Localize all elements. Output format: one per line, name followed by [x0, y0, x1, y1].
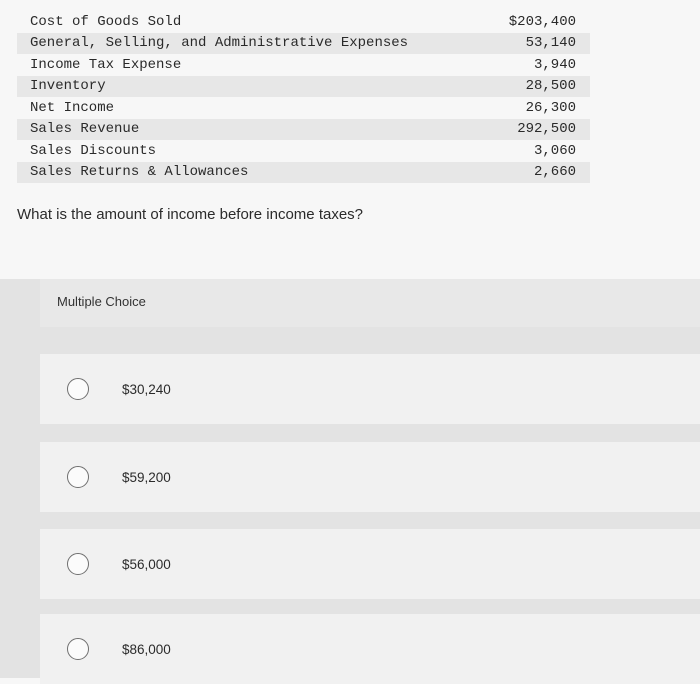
row-value: 2,660	[533, 164, 576, 181]
table-row	[17, 33, 590, 55]
choice-option[interactable]	[40, 529, 700, 599]
financial-data-table	[17, 11, 590, 183]
choice-option-label: $86,000	[122, 641, 171, 657]
choice-option[interactable]	[40, 614, 700, 684]
choice-option-label: $56,000	[122, 556, 171, 572]
table-row	[17, 162, 590, 184]
table-row	[17, 54, 590, 76]
radio-button-icon[interactable]	[67, 378, 89, 400]
row-label: Income Tax Expense	[30, 56, 182, 73]
radio-button-icon[interactable]	[67, 638, 89, 660]
choice-option-label: $30,240	[122, 381, 171, 397]
row-label: Cost of Goods Sold	[30, 13, 182, 30]
row-value: 292,500	[517, 121, 576, 138]
table-row	[17, 140, 590, 162]
choice-option[interactable]	[40, 354, 700, 424]
row-label: Inventory	[30, 78, 106, 95]
row-label: Sales Discounts	[30, 142, 157, 159]
row-value: 28,500	[525, 78, 576, 95]
table-row	[17, 119, 590, 141]
radio-button-icon[interactable]	[67, 466, 89, 488]
row-value: $203,400	[508, 13, 576, 30]
question-text: What is the amount of income before income taxes?	[17, 206, 364, 223]
row-value: 53,140	[525, 35, 576, 52]
radio-button-icon[interactable]	[67, 553, 89, 575]
row-value: 26,300	[525, 99, 576, 116]
row-label: Sales Returns & Allowances	[30, 164, 249, 181]
choice-option-label: $59,200	[122, 469, 171, 485]
row-label: General, Selling, and Administrative Expenses	[30, 35, 409, 52]
choice-option[interactable]	[40, 442, 700, 512]
row-value: 3,940	[533, 56, 576, 73]
table-row	[17, 11, 590, 33]
multiple-choice-label: Multiple Choice	[57, 294, 146, 309]
row-label: Net Income	[30, 99, 115, 116]
multiple-choice-panel	[0, 279, 700, 678]
table-row	[17, 76, 590, 98]
table-row	[17, 97, 590, 119]
multiple-choice-header	[40, 279, 700, 327]
row-value: 3,060	[533, 142, 576, 159]
row-label: Sales Revenue	[30, 121, 140, 138]
